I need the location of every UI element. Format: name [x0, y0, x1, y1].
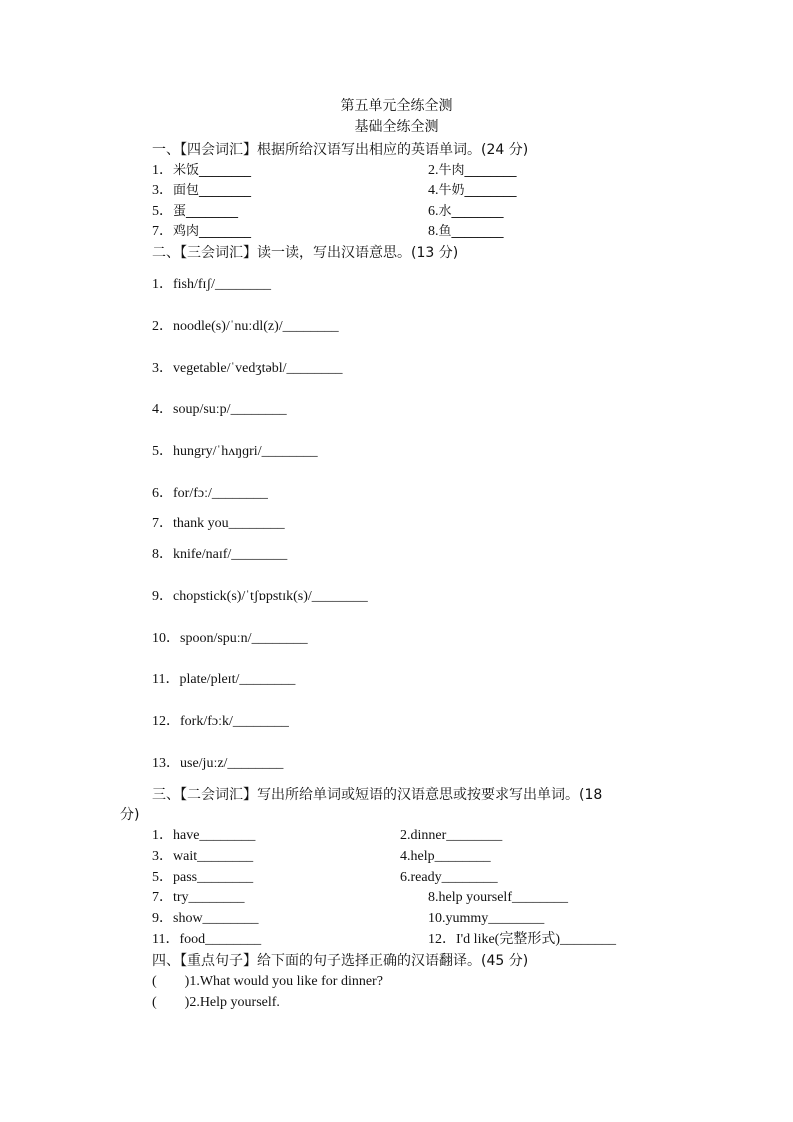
s4-item-2: ( )2.Help yourself. — [152, 995, 280, 1010]
s2-item-5: 5．hungry/ˈhʌŋɡri/________ — [152, 444, 318, 459]
s2-item-7: 7．thank you________ — [152, 516, 285, 531]
s1-item-4: 4.牛奶________ — [428, 183, 517, 198]
s3-item-1: 1．have________ — [152, 828, 256, 843]
s3-item-8: 8.help yourself________ — [428, 890, 568, 905]
s2-item-4: 4．soup/suːp/________ — [152, 402, 287, 417]
section2-heading: 二、【三会词汇】读一读，写出汉语意思。(13 分) — [152, 245, 459, 261]
section4-heading: 四、【重点句子】给下面的句子选择正确的汉语翻译。(45 分) — [152, 953, 529, 969]
s1-item-1: 1．米饭________ — [152, 163, 252, 178]
s1-item-2: 2.牛肉________ — [428, 163, 517, 178]
s2-item-9: 9．chopstick(s)/ˈtʃɒpstɪk(s)/________ — [152, 589, 368, 604]
s3-item-4: 4.help________ — [400, 849, 491, 864]
s1-item-7: 7．鸡肉________ — [152, 224, 252, 239]
s1-item-3: 3．面包________ — [152, 183, 252, 198]
s1-item-5: 5．蛋________ — [152, 204, 239, 219]
s1-item-8: 8.鱼________ — [428, 224, 504, 239]
s2-item-1: 1．fish/fɪʃ/________ — [152, 277, 271, 292]
s2-item-10: 10．spoon/spuːn/________ — [152, 631, 308, 646]
s2-item-8: 8．knife/naɪf/________ — [152, 547, 288, 562]
s3-item-11: 11．food________ — [152, 932, 262, 947]
s2-item-13: 13．use/juːz/________ — [152, 756, 284, 771]
page-subtitle: 基础全练全测 — [354, 119, 439, 135]
s3-item-2: 2.dinner________ — [400, 828, 503, 843]
s4-item-1: ( )1.What would you like for dinner? — [152, 974, 383, 989]
s2-item-3: 3．vegetable/ˈvedʒtəbl/________ — [152, 361, 343, 376]
s2-item-6: 6．for/fɔː/________ — [152, 486, 268, 501]
s1-item-6: 6.水________ — [428, 204, 504, 219]
section3-heading-cont: 分) — [120, 807, 140, 823]
s2-item-12: 12．fork/fɔːk/________ — [152, 714, 289, 729]
s3-item-5: 5．pass________ — [152, 870, 254, 885]
s3-item-9: 9．show________ — [152, 911, 259, 926]
section3-heading: 三、【二会词汇】写出所给单词或短语的汉语意思或按要求写出单词。(18 — [152, 787, 603, 803]
section1-heading: 一、【四会词汇】根据所给汉语写出相应的英语单词。(24 分) — [152, 142, 529, 158]
s3-item-10: 10.yummy________ — [428, 911, 545, 926]
page-title: 第五单元全练全测 — [340, 98, 453, 114]
s3-item-7: 7．try________ — [152, 890, 245, 905]
s3-item-3: 3．wait________ — [152, 849, 254, 864]
s3-item-12: 12．I'd like(完整形式)________ — [428, 932, 617, 947]
s2-item-11: 11．plate/pleɪt/________ — [152, 672, 296, 687]
s2-item-2: 2．noodle(s)/ˈnuːdl(z)/________ — [152, 319, 339, 334]
s3-item-6: 6.ready________ — [400, 870, 498, 885]
